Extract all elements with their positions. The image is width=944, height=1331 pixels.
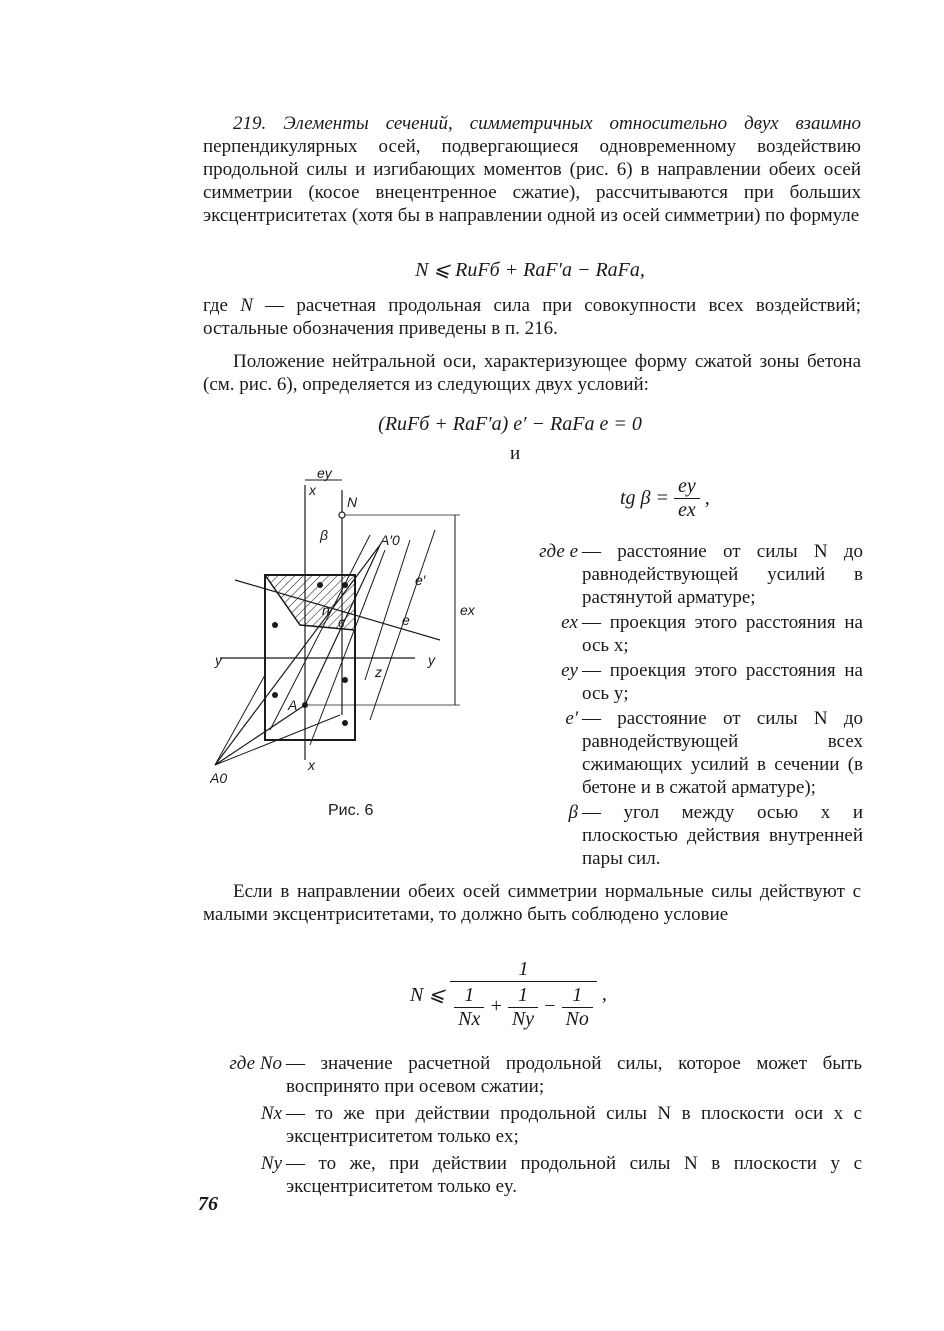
f4-d1: Nx (458, 1008, 481, 1030)
formula-tg-beta (620, 475, 710, 522)
f4-op2: − (543, 995, 557, 1018)
label-a: A (288, 697, 298, 713)
formula-main: N ⩽ RиFб + RаF′а − RаFа, (415, 259, 645, 281)
definition-text: — расстояние от силы N до равнодействующей усилий в растянутой арматуре; (582, 541, 863, 608)
label-n: N (347, 494, 358, 510)
section-219-lead: 219. Элементы сечений, симметричных относительно двух взаимно (233, 113, 861, 134)
definition-item (508, 611, 863, 657)
figure-caption: Рис. 6 (328, 802, 374, 819)
rebar (342, 582, 348, 588)
formula-equilibrium: (RиFб + RаF′а) e′ − RаFа e = 0 (378, 413, 642, 435)
f4-tail: , (601, 983, 607, 1005)
definition-symbol: где No (229, 1053, 282, 1074)
f4-d3: No (565, 1008, 589, 1030)
label-c: c (338, 614, 345, 630)
label-e-prime: e′ (415, 572, 426, 588)
label-z: z (375, 664, 382, 680)
f4-term-x (454, 984, 484, 1031)
f4-fraction (450, 958, 597, 1031)
definition-symbol: ex (561, 612, 578, 633)
definition-symbol: e′ (565, 708, 578, 729)
definition-text: — то же при действии продольной силы N в плоскости оси x с эксцентриситетом только ex; (286, 1103, 862, 1147)
definition-text: — проекция этого расстояния на ось y; (582, 660, 863, 704)
tg-lhs: tg β = (620, 487, 670, 509)
tg-tail: , (704, 487, 710, 509)
definition-text: — проекция этого расстояния на ось x; (582, 612, 863, 656)
where-prefix: где (203, 295, 228, 316)
definition-item (190, 1052, 862, 1098)
f4-t3: 1 (562, 984, 593, 1008)
label-a0-prime: A′0 (380, 532, 400, 548)
definition-text: — расстояние от силы N до равнодействующей всех сжимающих усилий в сечении (в бетоне и в сжатой арматуре); (582, 708, 863, 798)
label-x-top: x (309, 482, 316, 498)
f4-term-y (508, 984, 538, 1031)
definition-symbol: ey (561, 660, 578, 681)
neutral-axis-paragraph: Положение нейтральной оси, характеризующее форму сжатой зоны бетона (см. рис. 6), определяется из следующих двух условий: (203, 351, 861, 395)
f4-op1: + (489, 995, 503, 1018)
rebar (272, 692, 278, 698)
small-eccentricity-paragraph: Если в направлении обеих осей симметрии нормальные силы действуют с малыми эксцентриситетами, то должно быть соблюдено условие (203, 881, 861, 925)
tg-denominator: ex (678, 499, 696, 521)
tg-numerator: ey (674, 475, 700, 499)
label-y-left: y (215, 652, 222, 668)
f4-lhs: N ⩽ (410, 984, 446, 1006)
definition-item (508, 707, 863, 799)
label-e: e (402, 612, 410, 628)
definition-item (508, 659, 863, 705)
definition-item (190, 1152, 862, 1198)
f4-d2: Ny (511, 1008, 535, 1030)
label-beta: β (320, 527, 328, 543)
point-n (339, 512, 345, 518)
conjunction-and: и (510, 443, 521, 464)
label-n-small: n (322, 602, 330, 618)
label-x-bottom: x (308, 757, 315, 773)
rebar (317, 582, 323, 588)
formula-small-eccentricity (410, 958, 607, 1031)
f4-t1: 1 (454, 984, 484, 1008)
label-y-right: y (428, 652, 435, 668)
rebar (272, 622, 278, 628)
where-symbol: N (240, 295, 253, 316)
rebar (342, 720, 348, 726)
section-219-text: перпендикулярных осей, подвергающиеся одновременному воздействию продольной силы и изгибающих моментов (рис. 6) в направлении обеих осей симметрии (косое внецентренное сжатие), рассчитываются при больших эксцентриситетах (хотя бы в направлении одной из осей симметрии) по формуле (203, 136, 861, 226)
f4-numerator: 1 (450, 958, 597, 982)
triangle-edge (215, 675, 265, 765)
label-a0: A0 (210, 770, 228, 786)
where-n-definition (203, 294, 861, 340)
figure-6-diagram (210, 465, 480, 795)
point-a (302, 702, 308, 708)
definition-text: — угол между осью x и плоскостью действия внутренней пары сил. (582, 802, 863, 869)
where2-list (190, 1052, 862, 1198)
definition-symbol: Nx (260, 1103, 282, 1124)
definition-symbol: где e (539, 541, 578, 562)
definition-item (190, 1102, 862, 1148)
label-ex: ex (460, 602, 475, 618)
f4-t2: 1 (508, 984, 538, 1008)
definition-text: — значение расчетной продольной силы, которое может быть воспринято при осевом сжатии; (286, 1053, 862, 1097)
where-text: — расчетная продольная сила при совокупности всех воздействий; остальные обозначения приведены в п. 216. (203, 295, 861, 339)
definition-symbol: Ny (260, 1153, 282, 1174)
rebar (342, 677, 348, 683)
definition-symbol: β (568, 802, 578, 823)
page-number: 76 (198, 1193, 218, 1215)
f4-denominator (450, 982, 597, 1031)
e-prime-dimension (365, 540, 410, 680)
definitions-list (508, 540, 863, 870)
tg-fraction (674, 475, 700, 522)
section-219-paragraph (203, 112, 861, 227)
definition-text: — то же, при действии продольной силы N в плоскости y с эксцентриситетом только ey. (286, 1153, 862, 1197)
f4-term-o (562, 984, 593, 1031)
definition-item (508, 801, 863, 870)
definition-item (508, 540, 863, 609)
label-ey: ey (317, 465, 332, 481)
